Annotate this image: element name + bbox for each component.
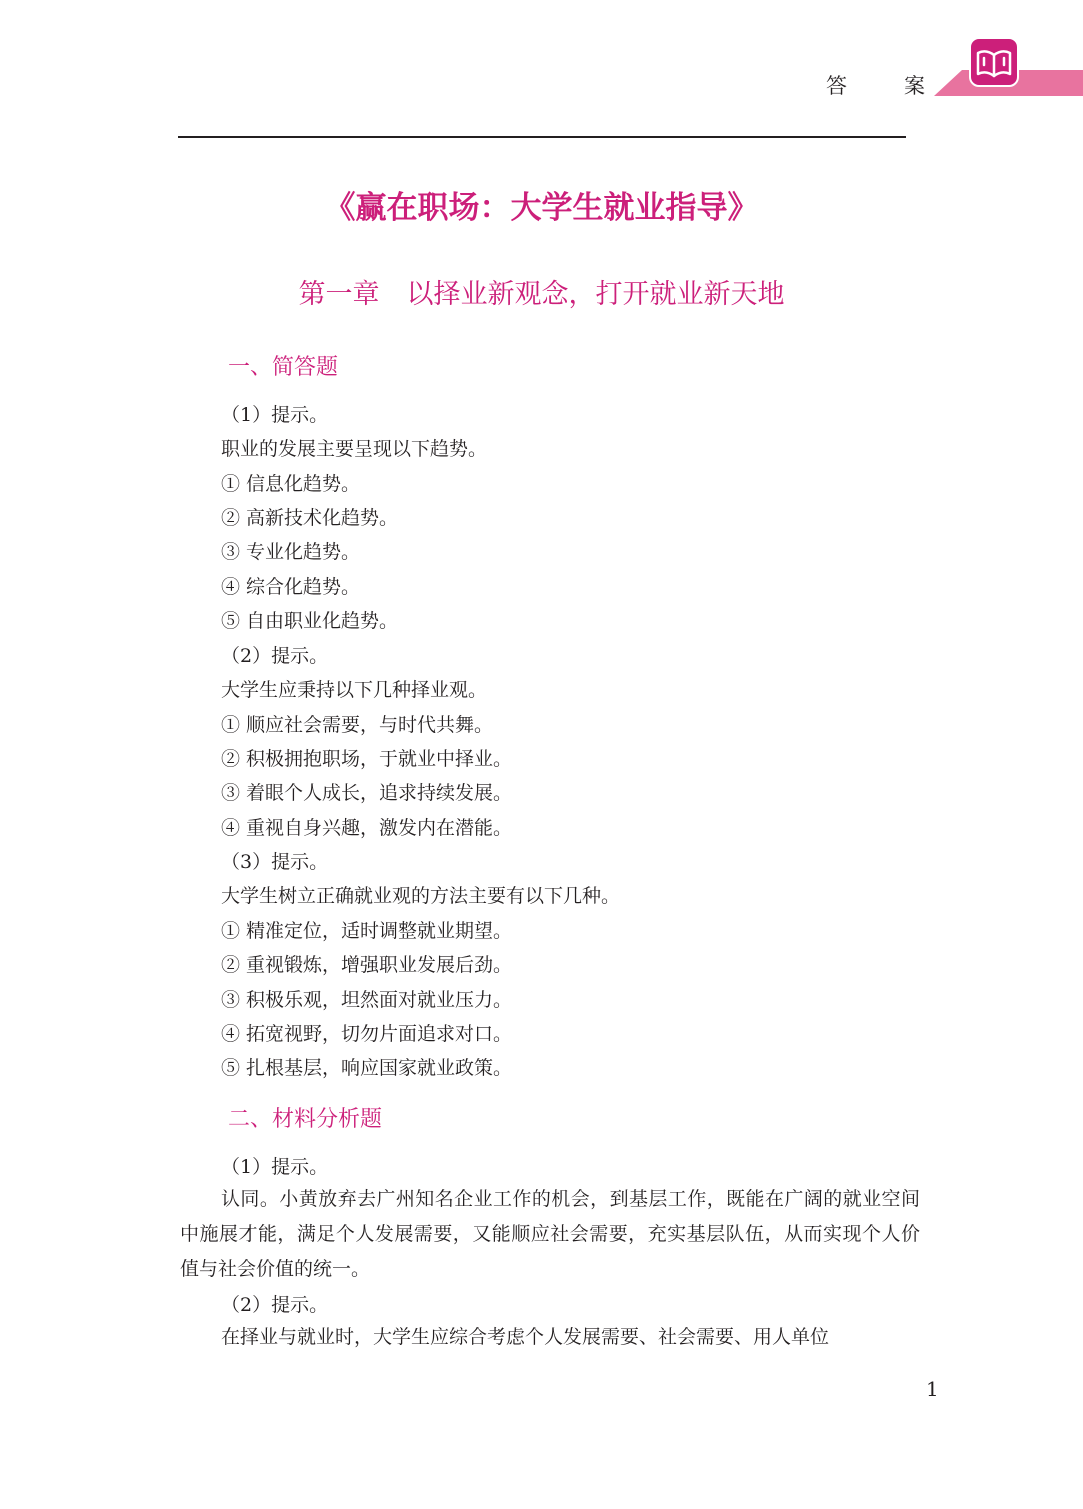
list-item: 大学生应秉持以下几种择业观。 [221, 679, 488, 701]
list-item: 职业的发展主要呈现以下趋势。 [221, 438, 488, 460]
list-item: ② 高新技术化趋势。 [221, 507, 399, 529]
list-item: （1）提示。 [221, 404, 329, 426]
section-heading: 二、材料分析题 [228, 1107, 383, 1132]
hint-label: （1）提示。 [221, 1156, 329, 1178]
list-item: （2）提示。 [221, 645, 329, 667]
list-item: ③ 专业化趋势。 [221, 541, 361, 563]
chapter-title: 第一章 以择业新观念，打开就业新天地 [298, 279, 785, 310]
list-item: ④ 拓宽视野，切勿片面追求对口。 [221, 1023, 513, 1045]
list-item: ④ 重视自身兴趣，激发内在潜能。 [221, 817, 513, 839]
list-item: ③ 积极乐观，坦然面对就业压力。 [221, 989, 513, 1011]
list-item: ⑤ 扎根基层，响应国家就业政策。 [221, 1057, 513, 1079]
hint-label: （2）提示。 [221, 1294, 329, 1316]
book-title: 《赢在职场：大学生就业指导》 [324, 190, 759, 226]
list-item: ④ 综合化趋势。 [221, 576, 361, 598]
header-label: 答 案 [826, 74, 943, 98]
list-item: ① 精准定位，适时调整就业期望。 [221, 920, 513, 942]
section-heading: 一、简答题 [228, 355, 339, 380]
list-item: ① 信息化趋势。 [221, 473, 361, 495]
header-ribbon [934, 38, 1083, 98]
list-item: ② 积极拥抱职场，于就业中择业。 [221, 748, 513, 770]
answer-paragraph: 认同。小黄放弃去广州知名企业工作的机会，到基层工作，既能在广阔的就业空间中施展才能，满足个人发展需要，又能顺应社会需要，充实基层队伍，从而实现个人价值与社会价值的统一。 [180, 1188, 920, 1280]
list-item: （3）提示。 [221, 851, 329, 873]
header-rule [178, 136, 906, 138]
list-item: ② 重视锻炼，增强职业发展后劲。 [221, 954, 513, 976]
answer-paragraph: 在择业与就业时，大学生应综合考虑个人发展需要、社会需要、用人单位 [221, 1326, 830, 1348]
list-item: ① 顺应社会需要，与时代共舞。 [221, 714, 494, 736]
list-item: 大学生树立正确就业观的方法主要有以下几种。 [221, 885, 621, 907]
list-item: ⑤ 自由职业化趋势。 [221, 610, 399, 632]
page-number: 1 [926, 1377, 939, 1401]
list-item: ③ 着眼个人成长，追求持续发展。 [221, 782, 513, 804]
